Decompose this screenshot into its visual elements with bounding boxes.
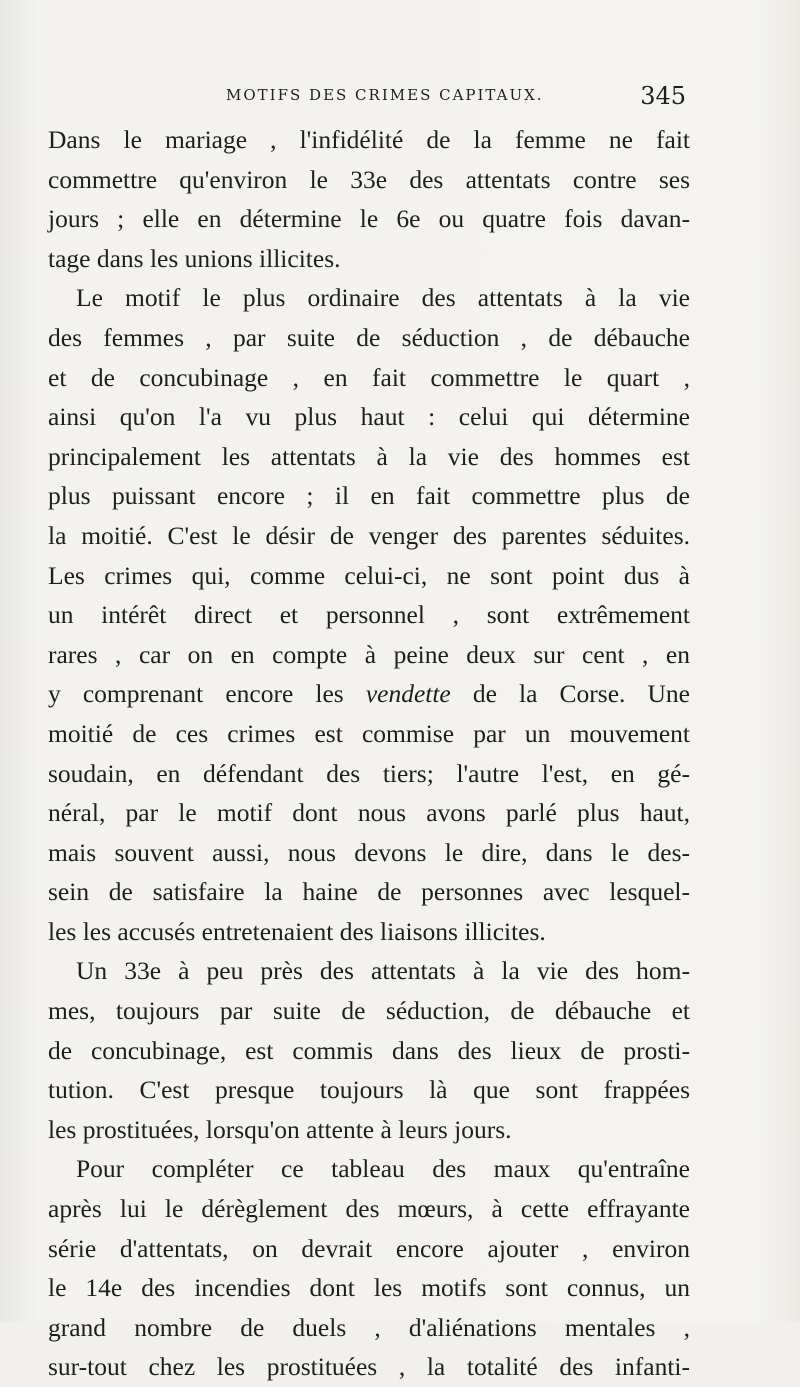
text-line: plus puissant encore ; il en fait commettre plus de: [48, 481, 690, 511]
text-line: moitié de ces crimes est commise par un mouvement: [48, 718, 690, 748]
text-line: mes, toujours par suite de séduction, de débauche et: [48, 996, 690, 1026]
text-line: rares , car on en compte à peine deux sur cent , en: [48, 639, 690, 669]
text-line: sur-tout chez les prostituées , la totalité des infanti-: [48, 1352, 690, 1382]
text-line: Dans le mariage , l'infidélité de la femme ne fait: [48, 125, 690, 154]
line-part-after: de la Corse. Une: [450, 679, 691, 709]
text-line: des femmes , par suite de séduction , de débauche: [48, 322, 690, 352]
text-line: tution. C'est presque toujours là que sont frappées: [48, 1075, 690, 1105]
text-line: mais souvent aussi, nous devons le dire, dans le des-: [48, 837, 690, 867]
body-text: [48, 120, 690, 1387]
text-line: la moitié. C'est le désir de venger des parentes séduites.: [48, 520, 690, 550]
line-part-before: y comprenant encore les: [48, 679, 366, 709]
text-line: Un 33e à peu près des attentats à la vie des hom-: [76, 956, 690, 986]
text-line: grand nombre de duels , d'aliénations mentales ,: [48, 1312, 690, 1342]
text-line: les prostituées, lorsqu'on attente à leurs jours.: [48, 1114, 512, 1144]
text-line: série d'attentats, on devrait encore ajouter , environ: [48, 1233, 690, 1263]
running-title: MOTIFS DES CRIMES CAPITAUX.: [226, 86, 544, 104]
text-line: principalement les attentats à la vie des hommes est: [48, 441, 690, 471]
italic-word: vendette: [365, 679, 451, 709]
text-line: tage dans les unions illicites.: [48, 243, 341, 273]
text-line: sein de satisfaire la haine de personnes avec lesquel-: [48, 877, 690, 907]
text-line: commettre qu'environ le 33e des attentats contre ses: [48, 164, 690, 194]
text-line: soudain, en défendant des tiers; l'autre l'est, en gé-: [48, 758, 690, 788]
text-line: les les accusés entretenaient des liaisons illicites.: [48, 916, 546, 946]
text-line: après lui le dérèglement des mœurs, à cette effrayante: [48, 1194, 690, 1224]
text-line: Pour compléter ce tableau des maux qu'entraîne: [76, 1154, 690, 1184]
text-line: et de concubinage , en fait commettre le quart ,: [48, 362, 690, 392]
text-line: Les crimes qui, comme celui-ci, ne sont point dus à: [48, 560, 690, 590]
text-line: jours ; elle en détermine le 6e ou quatre fois davan-: [48, 204, 690, 234]
text-line: Le motif le plus ordinaire des attentats à la vie: [76, 283, 690, 313]
text-line: ainsi qu'on l'a vu plus haut : celui qui détermine: [48, 402, 690, 432]
text-line: de concubinage, est commis dans des lieux de prosti-: [48, 1035, 690, 1065]
text-line: néral, par le motif dont nous avons parlé plus haut,: [48, 798, 690, 828]
text-line: le 14e des incendies dont les motifs sont connus, un: [48, 1273, 690, 1303]
text-line: un intérêt direct et personnel , sont extrêmement: [48, 600, 690, 630]
text-line-with-italic: [48, 674, 690, 714]
running-head: [48, 82, 688, 112]
page-number: 345: [640, 82, 686, 110]
